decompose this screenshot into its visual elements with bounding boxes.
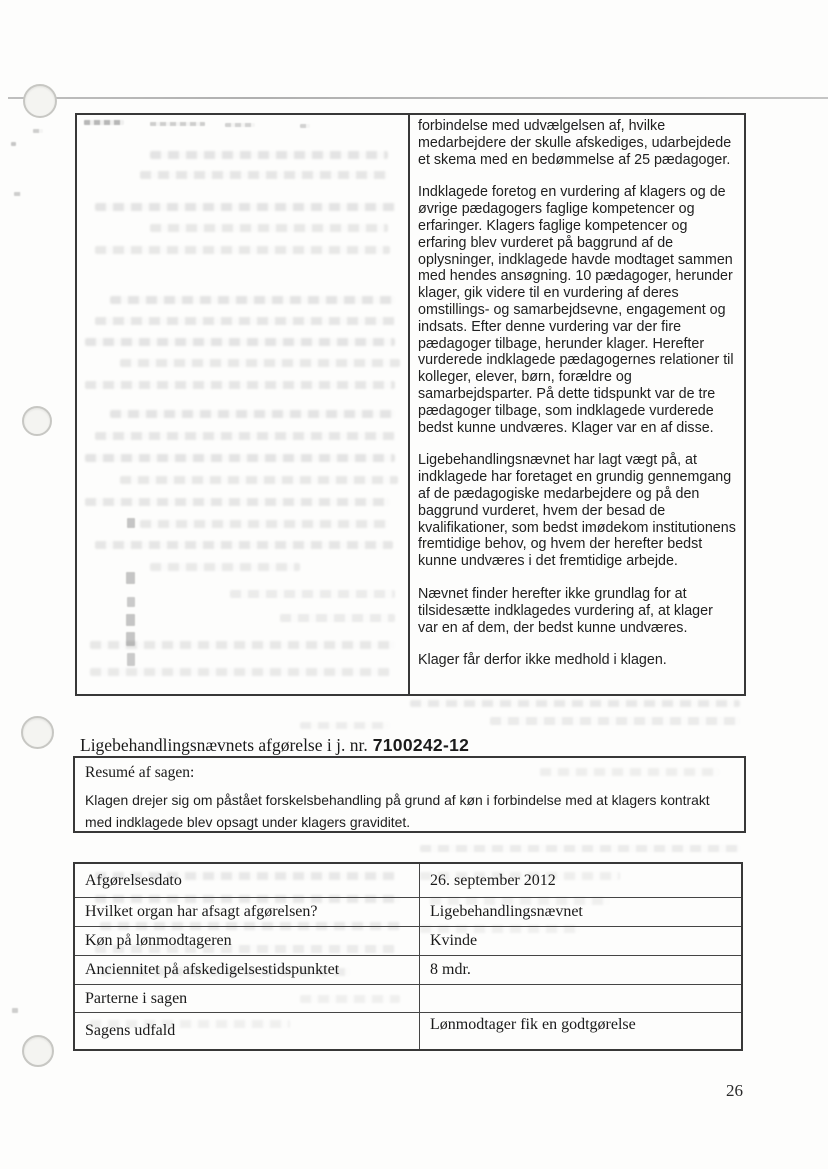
- hole-punch: [22, 1035, 54, 1067]
- decision-text-table: [75, 113, 746, 696]
- bleedthrough-smudge: [490, 717, 740, 725]
- detail-value: 26. september 2012: [420, 863, 743, 898]
- bleedthrough-smudge: [14, 192, 21, 196]
- table-row: [74, 956, 742, 985]
- bleedthrough-smudge: [420, 845, 740, 852]
- scan-top-edge-line: [8, 97, 828, 99]
- summary-label: Resumé af sagen:: [85, 764, 195, 781]
- decision-paragraph: forbindelse med udvælgelsen af, hvilke medarbejdere der skulle afskediges, udarbejdede et skema med en bedømmelse af 25 pædagoger.: [418, 118, 732, 168]
- page-number: 26: [726, 1081, 743, 1100]
- table-row: [74, 898, 742, 927]
- decision-paragraph: Indklagede foretog en vurdering af klagers og de øvrige pædagogers faglige kompetencer og erfaringer. Klagers faglige kompetencer og erfaring blev vurderet på baggrund af de oplysninger, indklagede havde modtaget sammen med hendes ansøgning. 10 pædagoger, herunder klager, gik videre til en vurdering af deres omstillings- og samarbejdsevne, engagement og indsats. Efter denne vurdering var der fire pædagoger tilbage, herunder klager. Herefter vurderede indklagede pædagogernes relationer til kolleger, elever, børn, forældre og samarbejdsparter. På dette tidspunkt var de tre pædagoger tilbage, som indklagede vurderede bedst kunne undværes. Klager var en af disse.: [418, 184, 734, 436]
- summary-text: Klagen drejer sig om påstået forskelsbehandling på grund af køn i forbindelse med at klagers kontrakt med indklagede blev opsagt under klagers graviditet.: [85, 792, 710, 830]
- hole-punch: [22, 406, 52, 436]
- summary-box: [73, 756, 746, 833]
- case-heading: [80, 735, 469, 756]
- detail-label: Hvilket organ har afsagt afgørelsen?: [74, 898, 420, 927]
- decision-table-left-cell: [77, 115, 410, 694]
- case-details-table: [73, 862, 743, 1051]
- decision-paragraph: Nævnet finder herefter ikke grundlag for at tilsidesætte indklagedes vurdering af, at klager var en af dem, der bedst kunne undværes.: [418, 585, 713, 636]
- bleedthrough-smudge: [300, 722, 390, 729]
- detail-value: 8 mdr.: [420, 956, 743, 985]
- hole-punch: [21, 716, 54, 749]
- case-number: 7100242-12: [372, 735, 470, 755]
- detail-label: Afgørelsesdato: [74, 863, 420, 898]
- decision-table-right-cell: [410, 115, 744, 694]
- hole-punch: [23, 84, 57, 118]
- table-row: [74, 985, 742, 1013]
- table-row: [74, 927, 742, 956]
- bleedthrough-smudge: [11, 142, 16, 146]
- bleedthrough-smudge: [12, 1008, 18, 1013]
- decision-paragraph: Klager får derfor ikke medhold i klagen.: [418, 652, 667, 669]
- detail-label: Køn på lønmodtageren: [74, 927, 420, 956]
- bleedthrough-smudge: [33, 129, 43, 133]
- decision-paragraph: Ligebehandlingsnævnet har lagt vægt på, at indklagede har foretaget en grundig gennemgang af de pædagogiske medarbejdere og på den baggrund vurderet, hvem der besad de kvalifikationer, som bedst imødekom institutionens fremtidige behov, og hvem der herefter bedst kunne undværes i det fremtidige arbejde.: [418, 452, 736, 570]
- detail-value: Kvinde: [420, 927, 743, 956]
- detail-label: Sagens udfald: [74, 1013, 420, 1051]
- detail-value: Ligebehandlingsnævnet: [420, 898, 743, 927]
- detail-value: Lønmodtager fik en godtgørelse: [420, 1013, 743, 1051]
- detail-label: Anciennitet på afskedigelsestidspunktet: [74, 956, 420, 985]
- table-row: [74, 1013, 742, 1051]
- case-heading-text: Ligebehandlingsnævnets afgørelse i j. nr.: [80, 735, 368, 755]
- detail-label: Parterne i sagen: [74, 985, 420, 1013]
- table-row: [74, 863, 742, 898]
- case-details-table-wrap: [73, 862, 743, 1051]
- detail-value: [420, 985, 743, 1013]
- bleedthrough-smudge: [410, 700, 740, 707]
